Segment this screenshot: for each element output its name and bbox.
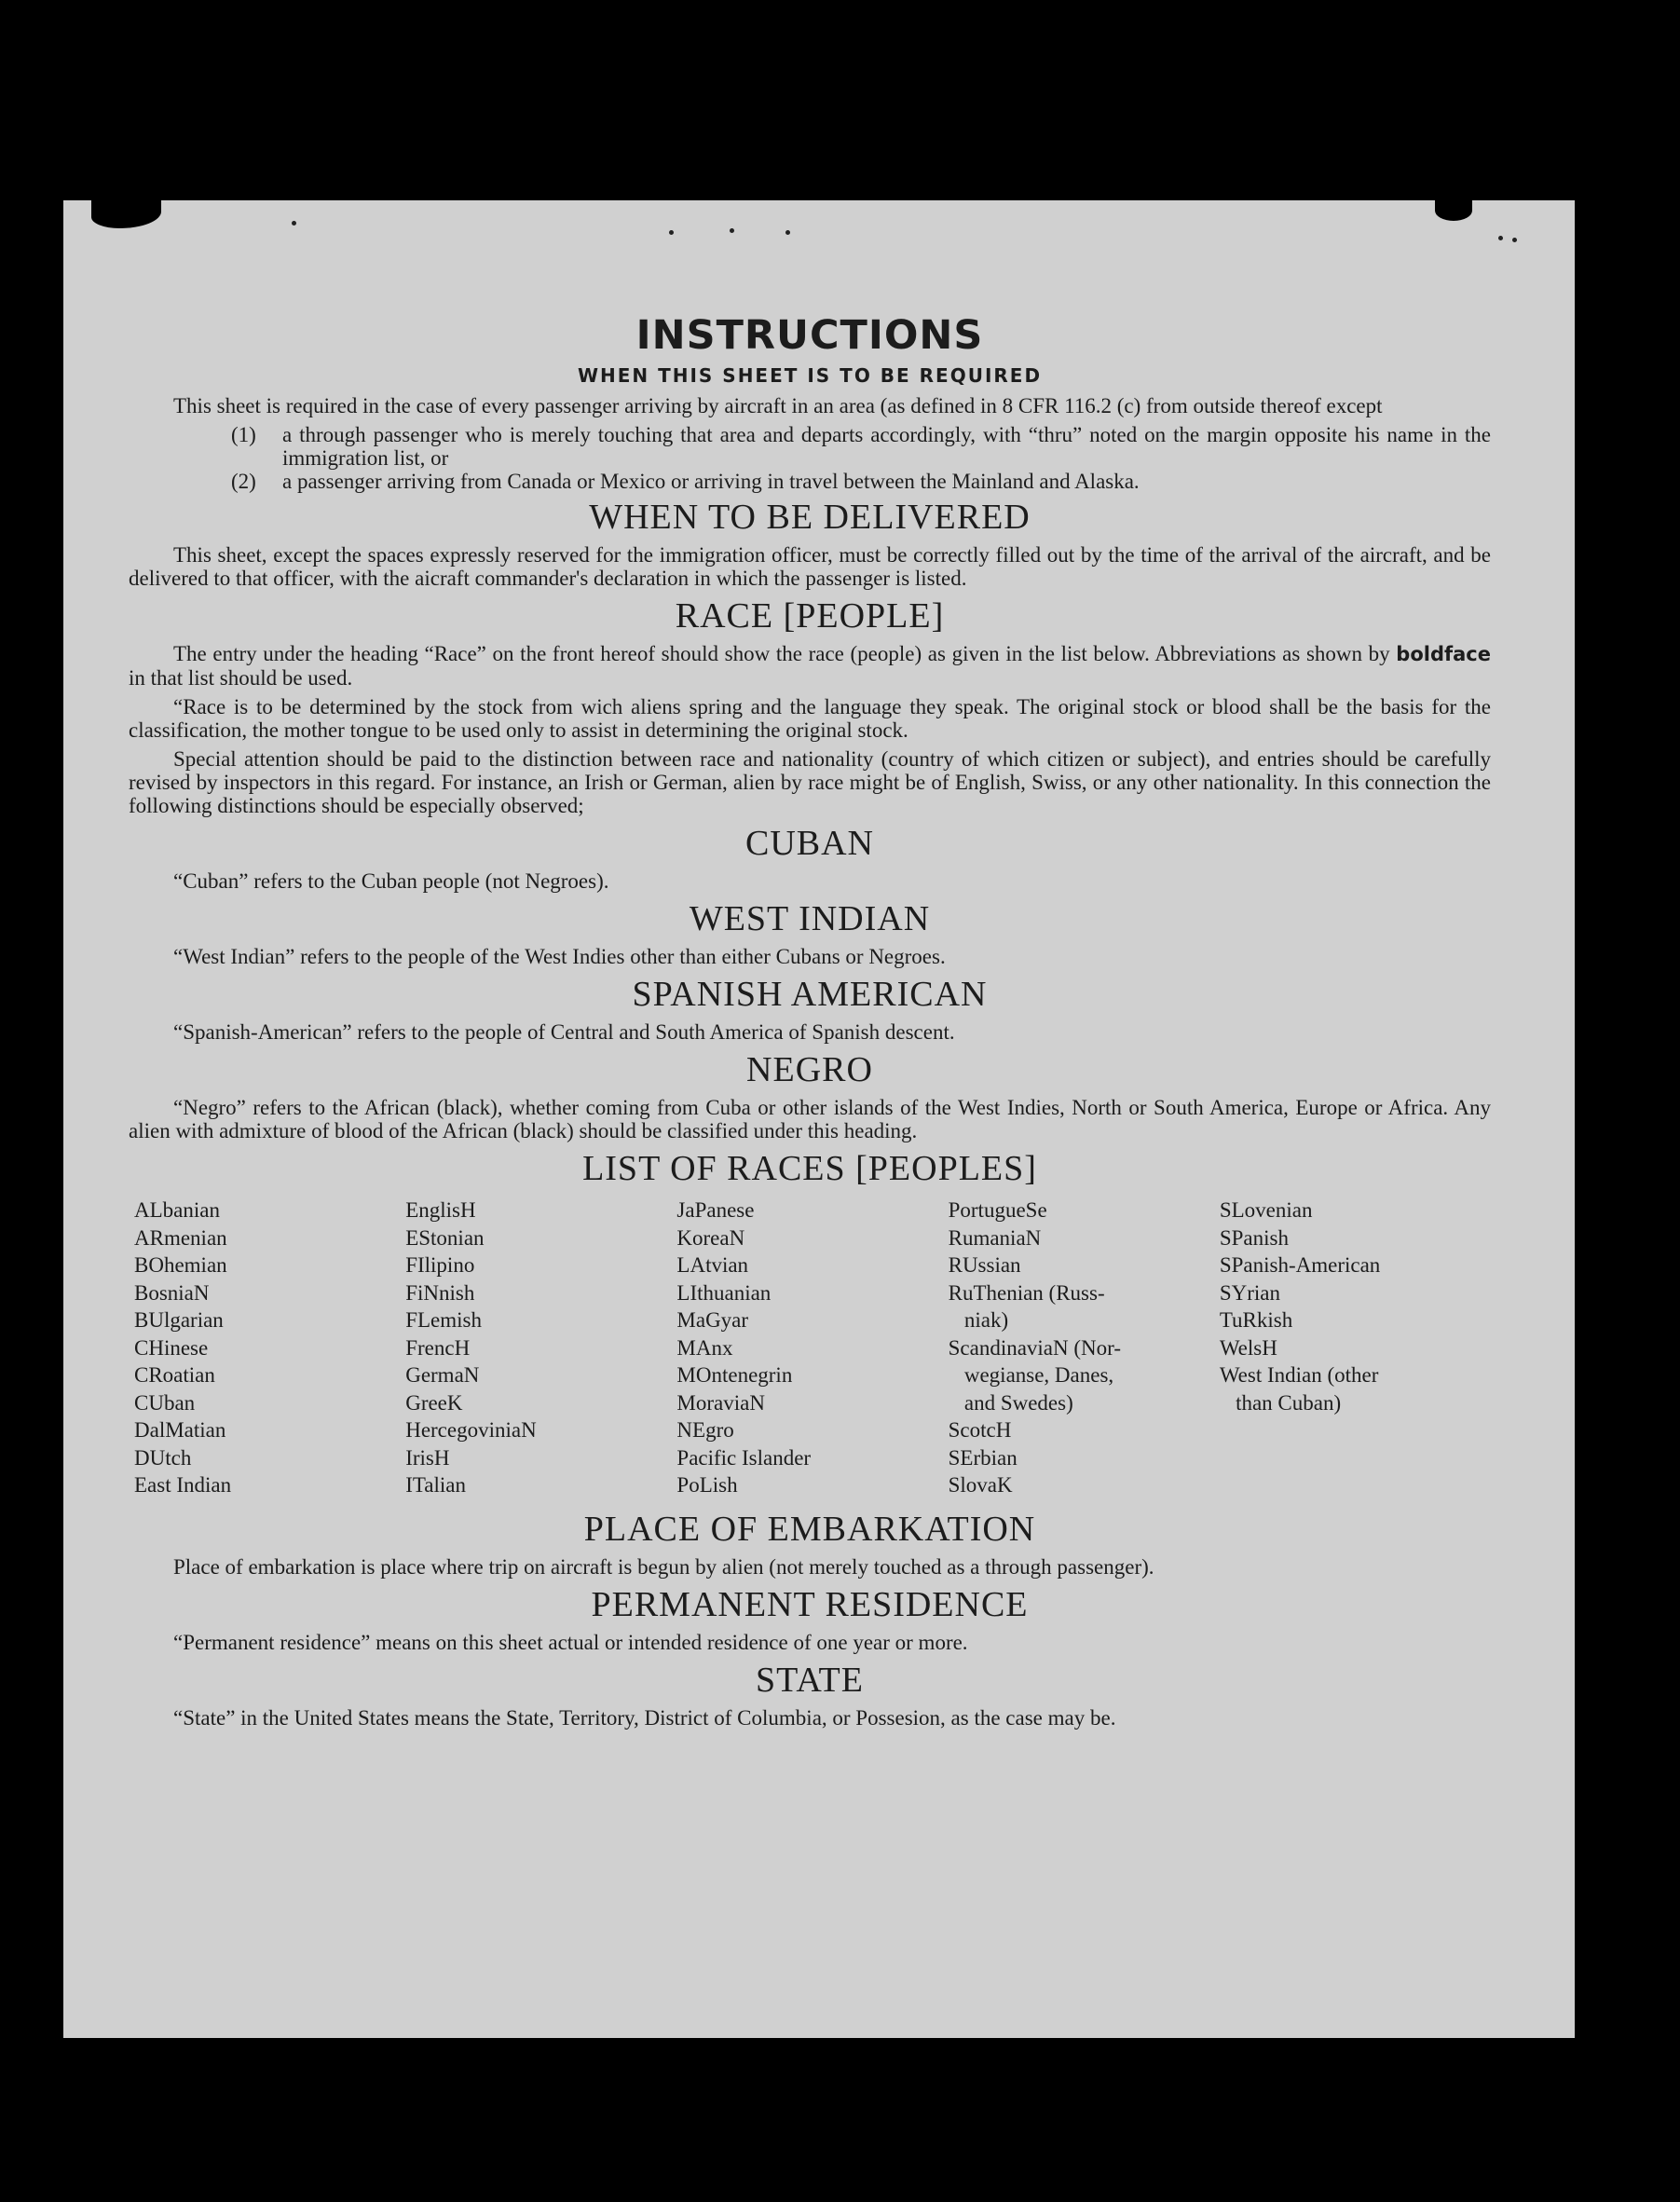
race-entry: SPanish-American [1219, 1253, 1381, 1277]
west-indian-text: “West Indian” refers to the people of the West Indies other than either Cubans or Negroes. [173, 945, 946, 968]
race-entry: RumaniaN [948, 1225, 1042, 1250]
speck [669, 230, 674, 235]
race-p1-end: in that list should be used. [129, 666, 353, 690]
race-entry: WelsH [1219, 1335, 1277, 1360]
race-p1-bold: boldface [1396, 643, 1491, 665]
embarkation-text: Place of embarkation is place where trip on aircraft is begun by alien (not merely touched as a through passenger). [173, 1554, 1154, 1579]
race-entry: MOntenegrin [676, 1363, 793, 1387]
race-entry: CHinese [134, 1335, 209, 1360]
race-entry: MaGyar [676, 1308, 749, 1332]
race-paragraph-2: “Race is to be determined by the stock from wich aliens spring and the language they speak. The original stock or blood shall be the basis for the classification, the mother tongue to be used only to assist in determining the original stock. [129, 695, 1491, 742]
races-column [1220, 1197, 1491, 1499]
delivered-text: This sheet, except the spaces expressly reserved for the immigration officer, must be correctly filled out by the time of the arrival of the aircraft, and be delivered to that officer, with the aicraft commander's declaration in which the passenger is listed. [129, 543, 1491, 590]
race-entry: East Indian [134, 1473, 232, 1497]
race-entry: GreeK [405, 1390, 463, 1415]
races-column [949, 1197, 1220, 1499]
race-entry: KoreaN [676, 1225, 745, 1250]
negro-text: “Negro” refers to the African (black), whether coming from Cuba or other islands of the West Indies, North or South America, Europe or Africa. Any alien with admixture of blood of the African (black) should be classified under this heading. [129, 1096, 1491, 1142]
negro-heading: NEGRO [746, 1050, 873, 1089]
race-entry: MAnx [676, 1335, 733, 1360]
instruction-sheet [63, 200, 1575, 2038]
race-entry: FrencH [405, 1335, 471, 1360]
race-entry: SLovenian [1219, 1198, 1313, 1222]
race-entry: PortugueSe [948, 1198, 1047, 1222]
cuban-text: “Cuban” refers to the Cuban people (not Negroes). [173, 869, 609, 893]
race-entry: ITalian [405, 1473, 467, 1497]
race-entry: DUtch [134, 1445, 192, 1470]
exception-item [129, 470, 1491, 493]
race-entry: TuRkish [1219, 1308, 1293, 1332]
race-entry: SPanish [1219, 1225, 1289, 1250]
race-entry: BUlgarian [134, 1308, 224, 1332]
race-entry: FiNnish [405, 1280, 475, 1305]
torn-corner-left [91, 200, 161, 228]
race-entry: IrisH [405, 1445, 450, 1470]
race-entry: PoLish [676, 1473, 738, 1497]
exception-number: (1) [231, 423, 256, 446]
race-p1-start: The entry under the heading “Race” on the front hereof should show the race (people) as given in the list below. Abbreviations as shown by [173, 642, 1397, 665]
race-entry: CUban [134, 1390, 196, 1415]
race-entry: FIlipino [405, 1253, 475, 1277]
speck [1498, 236, 1503, 240]
state-heading: STATE [756, 1660, 864, 1700]
race-entry: NEgro [676, 1418, 734, 1442]
speck [730, 228, 734, 233]
race-entry: Pacific Islander [676, 1445, 812, 1470]
exception-text: a passenger arriving from Canada or Mexico or arriving in travel between the Mainland and Alaska. [282, 470, 1140, 493]
race-entry: than Cuban) [1219, 1390, 1342, 1415]
residence-heading: PERMANENT RESIDENCE [591, 1584, 1029, 1624]
exception-text: a through passenger who is merely touching that area and departs accordingly, with “thru” noted on the margin opposite his name in the immigration list, or [282, 423, 1491, 470]
race-entry: HercegoviniaN [405, 1418, 537, 1442]
speck [785, 230, 790, 235]
required-intro: This sheet is required in the case of every passenger arriving by aircraft in an area (as defined in 8 CFR 116.2 (c) from outside thereof except [173, 394, 1383, 417]
race-entry: BOhemian [134, 1253, 227, 1277]
races-column [676, 1197, 948, 1499]
list-of-races-heading: LIST OF RACES [PEOPLES] [582, 1149, 1037, 1188]
page-subtitle: WHEN THIS SHEET IS TO BE REQUIRED [577, 364, 1043, 387]
race-entry: wegianse, Danes, [948, 1363, 1114, 1387]
residence-text: “Permanent residence” means on this sheet actual or intended residence of one year or more. [173, 1630, 968, 1654]
race-entry: RUssian [948, 1253, 1021, 1277]
race-entry: MoraviaN [676, 1390, 765, 1415]
races-column [405, 1197, 676, 1499]
spanish-american-heading: SPANISH AMERICAN [632, 975, 988, 1014]
race-entry: CRoatian [134, 1363, 215, 1387]
race-entry: EStonian [405, 1225, 485, 1250]
race-entry: JaPanese [676, 1198, 755, 1222]
race-entry: ALbanian [134, 1198, 220, 1222]
race-entry: LAtvian [676, 1253, 749, 1277]
race-paragraph-1 [129, 642, 1491, 690]
race-entry: DalMatian [134, 1418, 226, 1442]
west-indian-heading: WEST INDIAN [689, 899, 931, 938]
exception-number: (2) [231, 470, 256, 493]
page-title: INSTRUCTIONS [635, 312, 984, 359]
race-entry: ARmenian [134, 1225, 227, 1250]
cuban-heading: CUBAN [744, 824, 875, 863]
spanish-american-text: “Spanish-American” refers to the people of Central and South America of Spanish descent. [173, 1020, 955, 1044]
race-entry: West Indian (other [1219, 1363, 1379, 1387]
races-list [134, 1197, 1491, 1499]
embarkation-heading: PLACE OF EMBARKATION [583, 1509, 1036, 1549]
race-entry: ScandinaviaN (Nor- [948, 1335, 1122, 1360]
race-entry: niak) [948, 1308, 1009, 1332]
race-entry: ScotcH [948, 1418, 1012, 1442]
race-entry: SYrian [1219, 1280, 1280, 1305]
delivered-heading: WHEN TO BE DELIVERED [589, 498, 1031, 537]
torn-corner-right [1435, 200, 1472, 221]
race-heading: RACE [PEOPLE] [675, 596, 945, 636]
races-column [134, 1197, 405, 1499]
race-entry: LIthuanian [676, 1280, 772, 1305]
race-entry: FLemish [405, 1308, 482, 1332]
speck [292, 221, 296, 226]
speck [1512, 238, 1517, 242]
race-entry: SlovaK [948, 1473, 1013, 1497]
state-text: “State” in the United States means the State, Territory, District of Columbia, or Possesion, as the case may be. [173, 1705, 1116, 1730]
race-entry: RuThenian (Russ- [948, 1280, 1105, 1305]
race-entry: and Swedes) [948, 1390, 1073, 1415]
exception-item [129, 423, 1491, 470]
race-entry: SErbian [948, 1445, 1018, 1470]
race-entry: EnglisH [405, 1198, 476, 1222]
race-entry: GermaN [405, 1363, 480, 1387]
race-entry: BosniaN [134, 1280, 210, 1305]
race-paragraph-3: Special attention should be paid to the distinction between race and nationality (country of which citizen or subject), and entries should be carefully revised by inspectors in this regard. For instance, an Irish or German, alien by race might be of English, Swiss, or any other nationality. In this connection the following distinctions should be especially observed; [129, 747, 1491, 817]
